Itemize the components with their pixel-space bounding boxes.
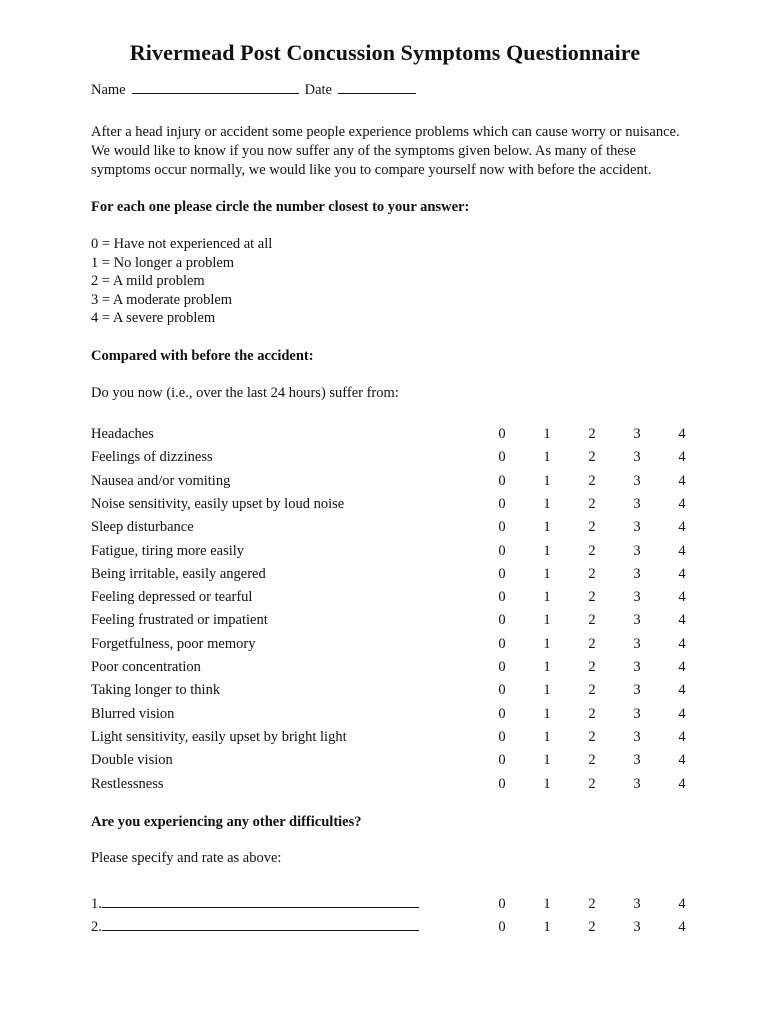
rating-option-1[interactable]: 1 [543,542,551,559]
symptom-row [0,589,770,609]
page-title: Rivermead Post Concussion Symptoms Questionnaire [129,40,641,65]
symptom-label: Light sensitivity, easily upset by bright light [91,728,347,745]
rating-option-1[interactable]: 1 [543,472,551,489]
rating-option-3[interactable]: 3 [633,659,641,675]
symptom-row [0,426,770,446]
rating-option-0[interactable]: 0 [498,449,506,466]
symptom-row [0,706,770,726]
symptom-row [0,519,770,539]
rating-option-4[interactable]: 4 [678,775,686,792]
rating-option-0[interactable]: 0 [498,659,506,675]
rating-option-2[interactable]: 2 [588,659,596,675]
symptom-label: Poor concentration [91,659,201,675]
rating-option-4[interactable]: 4 [678,659,686,675]
rating-option-3[interactable]: 3 [633,635,641,652]
other-instruction: Please specify and rate as above: [91,850,282,866]
rating-option-2[interactable]: 2 [588,775,596,792]
rating-option-2[interactable]: 2 [588,705,596,722]
symptom-label: Blurred vision [91,705,175,722]
other-difficulty-entry [91,919,419,936]
rating-option-2[interactable]: 2 [588,449,596,466]
rating-option-0[interactable]: 0 [498,728,506,745]
symptom-row [0,496,770,516]
rating-option-2[interactable]: 2 [588,495,596,512]
rating-option-3[interactable]: 3 [633,728,641,745]
rating-option-1[interactable]: 1 [543,635,551,652]
rating-option-1[interactable]: 1 [543,519,551,536]
rating-option-3[interactable]: 3 [633,775,641,792]
symptom-label: Fatigue, tiring more easily [91,542,245,559]
symptom-label: Nausea and/or vomiting [91,472,231,489]
symptom-label: Feeling frustrated or impatient [91,612,268,629]
rating-option-2[interactable]: 2 [588,752,596,769]
symptom-label: Being irritable, easily angered [91,565,266,582]
rating-option-3[interactable]: 3 [633,682,641,699]
rating-option-1[interactable]: 1 [543,565,551,582]
rating-option-4[interactable]: 4 [678,542,686,559]
rating-option-3[interactable]: 3 [633,612,641,629]
other-difficulty-field[interactable] [102,906,419,908]
rating-option-2[interactable]: 2 [588,896,596,912]
rating-option-3[interactable]: 3 [633,896,641,912]
rating-option-0[interactable]: 0 [498,682,506,699]
rating-option-2[interactable]: 2 [588,519,596,536]
rating-option-4[interactable]: 4 [678,728,686,745]
rating-option-4[interactable]: 4 [678,682,686,699]
rating-option-0[interactable]: 0 [498,896,506,912]
rating-option-0[interactable]: 0 [498,705,506,722]
name-label: Name [91,82,126,98]
rating-option-3[interactable]: 3 [633,449,641,466]
symptom-row [0,776,770,796]
rating-option-4[interactable]: 4 [678,519,686,536]
rating-option-1[interactable]: 1 [543,752,551,769]
rating-option-2[interactable]: 2 [588,635,596,652]
intro-line: We would like to know if you now suffer any of the symptoms given below. As many of these [91,143,636,159]
date-field[interactable] [338,92,416,94]
name-field[interactable] [132,92,299,94]
rating-option-2[interactable]: 2 [588,426,596,442]
other-item-number: 2. [91,919,102,935]
rating-option-3[interactable]: 3 [633,472,641,489]
rating-option-4[interactable]: 4 [678,612,686,629]
name-date-row [91,82,416,99]
question-text: Do you now (i.e., over the last 24 hours) suffer from: [91,385,399,401]
symptom-label: Forgetfulness, poor memory [91,635,256,652]
other-heading: Are you experiencing any other difficulties? [91,814,362,830]
other-difficulty-row [0,896,770,916]
rating-option-2[interactable]: 2 [588,589,596,606]
rating-option-2[interactable]: 2 [588,542,596,559]
other-item-number: 1. [91,896,102,912]
rating-option-2[interactable]: 2 [588,919,596,935]
rating-option-0[interactable]: 0 [498,565,506,582]
rating-option-4[interactable]: 4 [678,565,686,582]
date-label: Date [304,82,332,98]
symptom-row [0,752,770,772]
rating-option-0[interactable]: 0 [498,495,506,512]
rating-option-1[interactable]: 1 [543,919,551,935]
rating-option-0[interactable]: 0 [498,635,506,652]
rating-option-4[interactable]: 4 [678,449,686,466]
symptom-label: Sleep disturbance [91,519,194,536]
rating-option-3[interactable]: 3 [633,919,641,935]
symptom-label: Double vision [91,752,173,769]
scale-item: 4 = A severe problem [91,310,216,326]
symptom-row [0,682,770,702]
symptom-row [0,612,770,632]
rating-option-2[interactable]: 2 [588,682,596,699]
rating-option-3[interactable]: 3 [633,495,641,512]
scale-item: 3 = A moderate problem [91,292,233,308]
symptom-row [0,449,770,469]
rating-option-4[interactable]: 4 [678,589,686,606]
rating-option-1[interactable]: 1 [543,589,551,606]
rating-option-2[interactable]: 2 [588,612,596,629]
rating-option-1[interactable]: 1 [543,705,551,722]
rating-option-1[interactable]: 1 [543,449,551,466]
other-difficulty-field[interactable] [102,929,419,931]
rating-option-3[interactable]: 3 [633,565,641,582]
rating-option-0[interactable]: 0 [498,426,506,442]
rating-option-2[interactable]: 2 [588,472,596,489]
rating-option-3[interactable]: 3 [633,426,641,442]
rating-option-0[interactable]: 0 [498,519,506,536]
rating-option-3[interactable]: 3 [633,752,641,769]
symptom-label: Feeling depressed or tearful [91,589,253,606]
rating-option-3[interactable]: 3 [633,589,641,606]
rating-option-3[interactable]: 3 [633,519,641,536]
rating-option-1[interactable]: 1 [543,775,551,792]
rating-option-3[interactable]: 3 [633,705,641,722]
rating-option-4[interactable]: 4 [678,472,686,489]
symptom-row [0,659,770,679]
symptom-label: Headaches [91,426,154,442]
rating-option-2[interactable]: 2 [588,728,596,745]
rating-option-0[interactable]: 0 [498,752,506,769]
symptom-label: Noise sensitivity, easily upset by loud noise [91,495,345,512]
intro-line: symptoms occur normally, we would like you to compare yourself now with before the accident. [91,162,652,178]
symptom-label: Restlessness [91,775,164,792]
scale-item: 2 = A mild problem [91,273,205,289]
rating-option-1[interactable]: 1 [543,426,551,442]
rating-option-4[interactable]: 4 [678,495,686,512]
intro-paragraph [91,123,711,180]
scale-item: 1 = No longer a problem [91,255,235,271]
symptom-label: Taking longer to think [91,682,221,699]
rating-option-0[interactable]: 0 [498,542,506,559]
symptom-row [0,566,770,586]
rating-option-4[interactable]: 4 [678,705,686,722]
rating-option-0[interactable]: 0 [498,919,506,935]
rating-option-4[interactable]: 4 [678,752,686,769]
compared-heading: Compared with before the accident: [91,348,314,364]
other-difficulty-entry [91,896,419,913]
symptom-row [0,543,770,563]
rating-option-0[interactable]: 0 [498,589,506,606]
rating-option-1[interactable]: 1 [543,495,551,512]
other-difficulty-row [0,919,770,939]
symptom-row [0,636,770,656]
rating-option-0[interactable]: 0 [498,775,506,792]
rating-option-3[interactable]: 3 [633,542,641,559]
intro-line: After a head injury or accident some people experience problems which can cause worry or nuisance. [91,124,680,140]
rating-option-4[interactable]: 4 [678,896,686,912]
rating-option-1[interactable]: 1 [543,612,551,629]
rating-option-1[interactable]: 1 [543,728,551,745]
rating-option-4[interactable]: 4 [678,426,686,442]
scale-item: 0 = Have not experienced at all [91,236,273,252]
rating-option-4[interactable]: 4 [678,919,686,935]
rating-option-1[interactable]: 1 [543,896,551,912]
rating-option-2[interactable]: 2 [588,565,596,582]
rating-option-0[interactable]: 0 [498,612,506,629]
symptom-row [0,729,770,749]
rating-option-1[interactable]: 1 [543,659,551,675]
rating-option-0[interactable]: 0 [498,472,506,489]
rating-option-4[interactable]: 4 [678,635,686,652]
symptom-label: Feelings of dizziness [91,449,213,466]
symptom-row [0,473,770,493]
instruction-heading: For each one please circle the number closest to your answer: [91,199,470,215]
rating-option-1[interactable]: 1 [543,682,551,699]
